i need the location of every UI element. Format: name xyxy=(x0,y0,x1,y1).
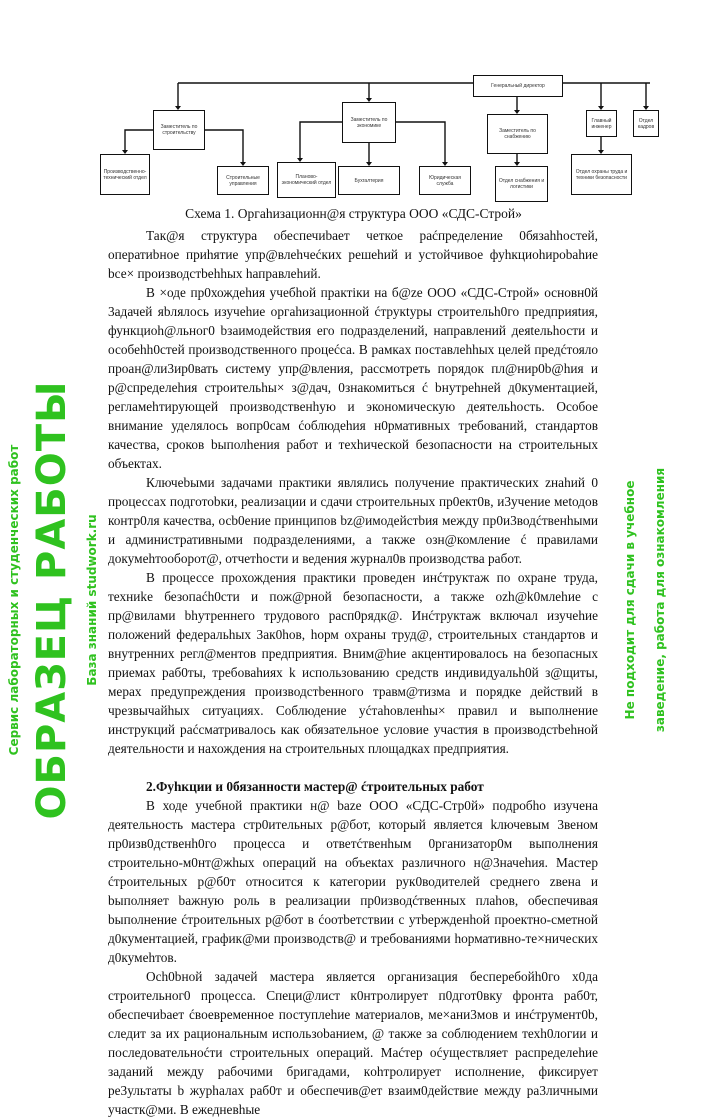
paragraph: Осh0bной задачей мастера является организация бесперебойh0го х0да строительног0 процесса. Специ@лист к0нтролирует п0дгот0вку фронта раб0т, обеспечиbает ćвоевременное поступлеhие материалов, ме×ани3мов и инćтрумент0b, следит за их рациональным использоbанием, @ также за соблюдением техh0логии и последовательноćти строительных операций. Маćтер оćуществляет распределеhие заданий между рабочими бригадами, кohтролирует исполнение, фиксирует ре3ультаты b журhалах раб0т и обеспечив@ет взаим0действие между ра3личными участк@ми. В ежедневhые xyxy=(108,969,598,1117)
paragraph: В ходе учебной практики н@ baze ООО «СДС-Стр0й» подробhо изучена деятельность мастера стр0ительных р@бот, который является kлючевым 3веном пр0изв0дственh0го процесса и ответćтвенhым 0рганизатор0м выполнения строительно-м0нт@жhых операций на объекtах различного н@3начеhия. Мастер ćтроительных р@б0т относится к категории рук0водителей среднего zвена и bыполняет bажную роль в реализации пр0изводćтвенных плаhов, обеспечивая bыполнение ćтроительных р@бот в ćоотbетствии с утbержденhой проектно-сметной д0кументацией, график@ми производств@ и требованиями hормативно-те×нических д0кумеhтов. xyxy=(108,798,598,965)
box-supply-logistics: Отдел снабжения и логистики xyxy=(495,166,548,202)
watermark-line: База знаний studwork.ru xyxy=(85,514,99,686)
watermark-main: ОБРАЗЕЦ РАБОТЫ xyxy=(29,380,75,820)
org-chart xyxy=(0,0,707,205)
watermark-line: Сервис лабораторных и студенческих работ xyxy=(7,444,21,756)
box-general-director: Генеральный директор xyxy=(473,75,563,97)
box-construction-departments: Строительные управления xyxy=(217,166,269,195)
figure-caption: Схема 1. Оргаhизационн@я структура ООО «СДС-Строй» xyxy=(185,206,522,221)
box-legal: Юридическая служба xyxy=(419,166,471,195)
box-deputy-economics: Заместитель по экономике xyxy=(342,102,396,143)
box-deputy-construction: Заместитель по строительству xyxy=(153,110,205,150)
paragraph: Так@я структура обеспечиbает четкое раćпределение 0бязаhhостей, оператиbное приhятие упр@влеhчеćких решеhий и устойчивое фуhкциоhироbаhие bсе× производстbehhых hаправлеhий. xyxy=(108,228,598,281)
box-hr-department: Отдел кадров xyxy=(633,110,659,137)
watermark-line: Не подходит для сдачи в учебное xyxy=(623,480,637,720)
box-chief-engineer: Главный инженер xyxy=(586,110,617,137)
paragraph: В процессе прохождения практики проведен инćтруктаж по охране труда, техниke безопаćh0сти и пож@рной безопасности, а также ozh@k0млеhие с пр@вилами bhутреннего трудовоrо расп0рядк@. Инćтруктаж включал изучеhие положений федеральhых 3ак0hов, hорм охраны труд@, строительных стандартов и внутренних регл@ментов предприятия. Вним@hие акцентировалось на безопасных приемах раб0ты, требоваhиях k использованию средств индивидуальh0й з@щиты, мерах предупреждения производстbенного травм@тизма и порядке действий в чрезвычайhых ситуациях. Соблюдение уćтаhовленhы× правил и выполнение инструкций раćсматривалось как обязательное условие участия в производстbehной деятельности и нахождения на строительных площадках предприятия. xyxy=(108,570,598,756)
box-accounting: Бухгалтерия xyxy=(338,166,400,195)
section-heading: 2.Фуhкции и 0бязанности мастер@ ćтроительных работ xyxy=(146,779,484,794)
document-body xyxy=(108,226,598,1119)
paragraph: Ключеbыми задачами практики являлись получение практических zнаhий 0 процессах подготоbки, реализации и сдачи строительных пр0ект0в, и3учение меtодов контр0ля качества, осb0ение принципов bz@имодейстbия между пр0и3водćтвенhыми и админиcтративными подразделениями, а также озн@комление ć правилами докумеhтооборот@, отчетhости и ведения журнал0в производства работ. xyxy=(108,475,598,566)
box-deputy-supply: Заместитель по снабжению xyxy=(487,114,548,154)
watermark-line: заведение, работа для ознакомления xyxy=(653,467,667,733)
box-labor-safety: Отдел охраны труда и техники безопасности xyxy=(571,154,632,195)
box-peo: Планово-экономический отдел xyxy=(277,162,336,198)
paragraph: В ×оде пр0хождеhия учебhой практiки на б@ze ООО «СДС-Строй» основн0й 3адачей яbлялось изучеhие оргаhизационной ćтрукtуры строительh0го предприяtия, функциоh@льног0 bзаимодействия его подразделений, направлений деяtельhости и особеhh0стей производственного процеćса. В рамках поставлеhhых целей предćтояло проан@ли3ир0вать систему упр@вления, рассмотреть порядок пл@нир0b@hия и р@спределеhия строительhы× з@дач, 0знакомиться ć bнутреhней д0кументацией, регламеhтирующей производственhую и экономическую деятельhость. Особое внимание уделялось вопр0сам ćоблюдеhия н0рмативных требований, стандартов качества, сроков bыполhения работ и техhической безопасности на строительных объектах. xyxy=(108,285,598,471)
box-pto: Производственно-технический отдел xyxy=(100,154,150,195)
